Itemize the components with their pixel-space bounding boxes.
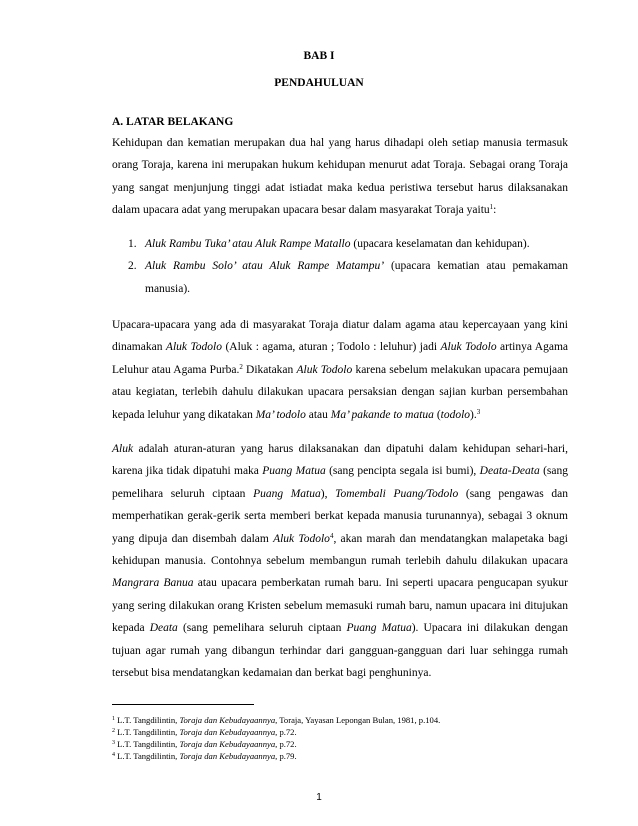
- text-run: (sang pengawas dan memperhatikan gerak-gerik serta memberi berkat kepada manusia turunannya), sebagai 3 oknum yang dipuja dan disembah dalam: [112, 487, 568, 545]
- list-item: [128, 233, 568, 255]
- text-run: ). Upacara ini dilakukan dengan tujuan agar rumah yang dibangun terhindar dari gangguan-gangguan dari luar sehingga rumah tersebut bisa mendatangkan kedamaian dan berkat bagi penghuninya.: [112, 622, 568, 680]
- list-text: [145, 233, 568, 255]
- list-item: [128, 255, 568, 300]
- footnote-ref: 2: [239, 362, 243, 371]
- chapter-label: BAB I: [303, 50, 335, 62]
- list-text: [145, 255, 568, 300]
- text-run: adalah aturan-aturan yang harus dilaksanakan dan dipatuhi dalam kehidupan sehari-hari, karena jika tidak dipatuhi maka: [112, 443, 568, 478]
- italic-text: Aluk Todolo: [296, 363, 353, 376]
- text-run: ).: [470, 408, 477, 421]
- text-run: L.T. Tangdilintin,: [115, 727, 180, 737]
- text-run: :: [493, 204, 497, 217]
- footnote-ref: 1: [112, 716, 115, 722]
- list-number: 1.: [128, 238, 137, 250]
- footnote-ref: 1: [489, 203, 494, 212]
- text-run: L.T. Tangdilintin,: [115, 715, 180, 725]
- paragraph-2: [112, 314, 568, 426]
- text-run: artinya Agama Leluhur atau Agama Purba.: [112, 341, 569, 376]
- italic-text: Aluk Rambu Tuka’ atau Aluk Rampe Matallo: [145, 238, 351, 250]
- text-run: , p.72.: [275, 739, 297, 749]
- italic-text: Aluk Todolo: [273, 532, 330, 545]
- text-run: ),: [320, 487, 336, 500]
- italic-text: Puang Matua: [262, 465, 326, 478]
- text-run: (upacara kematian atau pemakaman manusia).: [145, 260, 568, 295]
- footnote: [112, 750, 572, 762]
- text-run: , p.79.: [275, 751, 297, 761]
- footnote-ref: 2: [112, 728, 115, 734]
- text-run: (: [433, 408, 441, 421]
- footnote-ref: 3: [112, 740, 115, 746]
- footnote: [112, 714, 572, 726]
- text-run: (Aluk : agama, aturan ; Todolo : leluhur) jadi: [222, 341, 441, 354]
- text-run: , akan marah dan mendatangkan malapetaka bagi kehidupan manusia. Contohnya sebelum membangun rumah terlebih dahulu dilakukan upacara: [112, 532, 569, 568]
- italic-text: Aluk Todolo: [165, 341, 222, 354]
- ceremony-list: [128, 233, 568, 300]
- footnote: [112, 726, 572, 738]
- footnote-ref: 4: [329, 531, 334, 540]
- footnote: [112, 738, 572, 750]
- text-run: (sang pencipta segala isi bumi),: [325, 465, 480, 478]
- italic-text: Deata: [149, 622, 178, 635]
- text-run: (sang pemelihara seluruh ciptaan: [177, 622, 347, 635]
- section-heading: A. LATAR BELAKANG: [112, 116, 234, 128]
- italic-text: Toraja dan Kebudayaannya: [179, 751, 276, 761]
- italic-text: Aluk Rambu Solo’ atau Aluk Rampe Matampu’: [145, 260, 385, 273]
- list-number: 2.: [128, 260, 137, 273]
- text-run: , Toraja, Yayasan Lepongan Bulan, 1981, p.104.: [275, 715, 441, 725]
- text-run: L.T. Tangdilintin,: [115, 739, 180, 749]
- text-run: (upacara keselamatan dan kehidupan).: [350, 238, 530, 250]
- italic-text: Mangrara Banua: [112, 577, 194, 590]
- italic-text: Aluk: [112, 443, 134, 455]
- italic-text: Puang Matua: [253, 487, 321, 500]
- text-run: karena sebelum melakukan upacara pemujaan atau kegiatan, terlebih dahulu dilakukan upacara persaksian dengan sajian kurban persembahan kepada leluhur yang dikatakan: [112, 363, 569, 421]
- italic-text: Ma’ todolo: [255, 408, 306, 421]
- text-run: (sang pemelihara seluruh ciptaan: [112, 465, 568, 500]
- italic-text: Toraja dan Kebudayaannya: [179, 727, 276, 737]
- text-run: , p.72.: [275, 727, 297, 737]
- italic-text: Toraja dan Kebudayaannya: [179, 715, 276, 725]
- text-run: Dikatakan: [242, 363, 297, 376]
- footnote-ref: 3: [476, 407, 481, 416]
- italic-text: Puang Matua: [346, 622, 412, 635]
- text-run: atau upacara pemberkatan rumah baru. Ini seperti upacara pengucapan syukur yang sering dilakukan orang Kristen sebelum memasuki rumah baru, namun upacara ini ditujukan kepada: [112, 577, 568, 635]
- footnote-divider: [112, 704, 254, 705]
- text-run: atau: [305, 408, 331, 421]
- text-run: Upacara-upacara yang ada di masyarakat Toraja diatur dalam agama atau kepercayaan yang kini dinamakan: [112, 319, 568, 354]
- text-run: L.T. Tangdilintin,: [115, 751, 180, 761]
- italic-text: todolo: [440, 408, 471, 421]
- footnote-ref: 4: [112, 752, 115, 758]
- chapter-title: PENDAHULUAN: [274, 77, 364, 89]
- page-number: 1: [316, 792, 322, 803]
- paragraph-1: [112, 132, 568, 222]
- italic-text: Tomembali Puang/Todolo: [335, 487, 459, 500]
- italic-text: Ma’ pakande to matua: [330, 408, 434, 421]
- italic-text: Toraja dan Kebudayaannya: [179, 739, 276, 749]
- italic-text: Deata-Deata: [479, 465, 540, 478]
- paragraph-3: [112, 438, 568, 684]
- italic-text: Aluk Todolo: [440, 341, 497, 354]
- text-run: Kehidupan dan kematian merupakan dua hal yang harus dihadapi oleh setiap manusia termasuk orang Toraja, karena ini merupakan hukum kehidupan menurut adat Toraja. Sebagai orang Toraja yang sangat menjunjung tinggi adat istiadat maka kedua peristiwa tersebut harus dilaksanakan dalam upacara adat yang merupakan upacara besar dalam masyarakat Toraja yaitu: [112, 137, 568, 217]
